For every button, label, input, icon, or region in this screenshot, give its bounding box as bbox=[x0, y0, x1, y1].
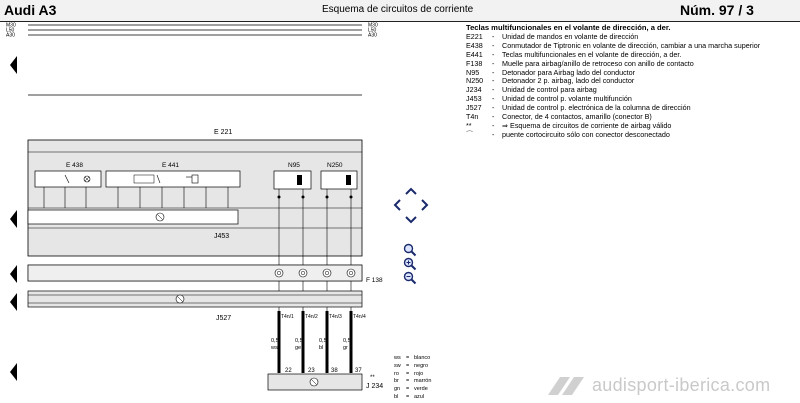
page-title: Esquema de circuitos de corriente bbox=[322, 4, 474, 15]
legend-dash: - bbox=[492, 58, 495, 68]
color-abbr: bl bbox=[394, 393, 399, 400]
legend-code: E221 bbox=[466, 31, 483, 41]
color-name: rojo bbox=[414, 370, 424, 377]
wire-connector-3: T4n/3 bbox=[329, 314, 342, 320]
prev-section-arrow-4[interactable] bbox=[10, 293, 18, 311]
pan-control-icon bbox=[392, 186, 432, 226]
power-rails bbox=[6, 23, 378, 96]
color-name: blanco bbox=[414, 355, 431, 361]
page-header bbox=[0, 0, 800, 22]
legend-code: ** bbox=[466, 120, 472, 130]
legend-text: Detonador para Airbag lado del conductor bbox=[502, 67, 636, 77]
legend-code: T4n bbox=[466, 112, 479, 122]
n250-label: N250 bbox=[327, 162, 343, 169]
wire-gauge-1: 0,5 bbox=[271, 338, 279, 344]
e221-label: E 221 bbox=[214, 129, 233, 136]
legend-dash: - bbox=[492, 40, 495, 50]
zoom-out-icon[interactable] bbox=[403, 271, 417, 285]
diagram-number: Núm. 97 / 3 bbox=[680, 2, 754, 18]
color-name: negro bbox=[414, 362, 429, 369]
j234-unit bbox=[268, 374, 383, 390]
pan-up-icon[interactable] bbox=[406, 189, 416, 194]
rail-label-m30: M30 bbox=[6, 22, 16, 29]
zoom-in-icon[interactable] bbox=[403, 257, 417, 271]
wire-color-4: gr bbox=[343, 345, 348, 351]
wire-pin-1: 22 bbox=[285, 368, 292, 374]
legend-item bbox=[466, 131, 796, 140]
f138-clock-spring bbox=[28, 265, 383, 284]
legend-dash: - bbox=[492, 120, 495, 130]
color-key-item bbox=[394, 355, 431, 363]
legend-code: E441 bbox=[466, 49, 483, 59]
legend-dash: - bbox=[492, 103, 495, 113]
legend-text: Unidad de mandos en volante de dirección bbox=[502, 31, 639, 41]
wire-pin-2: 23 bbox=[308, 368, 315, 374]
legend-code: ⌒ bbox=[466, 129, 474, 139]
wire-color-3: bl bbox=[319, 345, 324, 351]
wire-gauges bbox=[271, 338, 351, 344]
j527-label: J527 bbox=[216, 315, 232, 322]
legend-text: Unidad de control p. electrónica de la columna de dirección bbox=[502, 103, 691, 113]
legend-text: Teclas multifuncionales en el volante de dirección, a der. bbox=[502, 49, 682, 59]
color-abbr: ws bbox=[394, 355, 401, 361]
legend-code: E438 bbox=[466, 40, 483, 50]
legend-code: N250 bbox=[466, 76, 484, 86]
prev-section-arrow-5[interactable] bbox=[10, 363, 18, 381]
prev-section-arrow-1[interactable] bbox=[10, 56, 18, 74]
legend-text: Conmutador de Tiptronic en volante de dirección, cambiar a una marcha superior bbox=[502, 40, 761, 50]
zoom-icon[interactable] bbox=[403, 243, 417, 257]
color-equals: = bbox=[406, 370, 410, 377]
prev-section-arrow-2[interactable] bbox=[10, 210, 18, 228]
wire-color-1: ws bbox=[271, 345, 278, 351]
j453-label: J453 bbox=[214, 233, 230, 240]
vehicle-model: Audi A3 bbox=[4, 2, 57, 18]
watermark-logo-icon bbox=[548, 377, 588, 395]
watermark-text: audisport-iberica.com bbox=[592, 375, 771, 395]
color-equals: = bbox=[406, 355, 410, 361]
legend-code: J234 bbox=[466, 85, 482, 95]
wire-connector-1: T4n/1 bbox=[281, 314, 294, 320]
rail-label-m30-right: M30 bbox=[368, 22, 378, 29]
color-equals: = bbox=[406, 378, 410, 385]
wire-connector-4: T4n/4 bbox=[353, 314, 366, 320]
rail-label-l50: L50 bbox=[6, 27, 15, 34]
legend-text: Unidad de control p. volante multifunción bbox=[502, 94, 632, 104]
pan-right-icon[interactable] bbox=[422, 200, 427, 210]
legend-text: Detonador 2 p. airbag, lado del conductor bbox=[502, 76, 635, 86]
wire-color-2: ge bbox=[295, 345, 302, 351]
color-name: marrón bbox=[414, 378, 432, 385]
prev-section-arrow-3[interactable] bbox=[10, 265, 18, 283]
legend-text: puente cortocircuito sólo con conector desconectado bbox=[502, 129, 670, 139]
e438-label: E 438 bbox=[66, 162, 83, 169]
wire-colors bbox=[270, 345, 348, 351]
legend-dash: - bbox=[492, 129, 495, 139]
wire-gauge-2: 0,5 bbox=[295, 338, 303, 344]
color-key-item bbox=[394, 363, 431, 371]
color-equals: = bbox=[406, 393, 410, 400]
e441-label: E 441 bbox=[162, 162, 179, 169]
color-equals: = bbox=[406, 386, 410, 393]
color-name: azul bbox=[414, 393, 425, 400]
color-abbr: br bbox=[394, 378, 399, 385]
legend-text: Unidad de control para airbag bbox=[502, 85, 597, 95]
color-key-item bbox=[394, 371, 431, 379]
wire-connector-2: T4n/2 bbox=[305, 314, 318, 320]
wire-color-key bbox=[394, 355, 431, 402]
wire-gauge-4: 0,5 bbox=[343, 338, 351, 344]
color-abbr: ro bbox=[394, 370, 399, 377]
wire-pin-4: 37 bbox=[355, 368, 362, 374]
j234-label: J 234 bbox=[366, 383, 384, 390]
color-key-item bbox=[394, 394, 431, 402]
legend-code: J453 bbox=[466, 94, 482, 104]
legend-dash: - bbox=[492, 76, 495, 86]
pan-left-icon[interactable] bbox=[395, 200, 400, 210]
legend-dash: - bbox=[492, 49, 495, 59]
pan-down-icon[interactable] bbox=[406, 217, 416, 222]
rail-label-l50-right: L50 bbox=[368, 27, 377, 34]
legend-code: J527 bbox=[466, 103, 482, 113]
n95-label: N95 bbox=[288, 162, 300, 169]
legend-code: F138 bbox=[466, 58, 483, 68]
legend-text: Conector, de 4 contactos, amarillo (conector B) bbox=[502, 112, 652, 122]
legend-text: Muelle para airbag/anillo de retroceso con anillo de contacto bbox=[502, 58, 694, 68]
color-abbr: gn bbox=[394, 386, 401, 393]
wire-gauge-3: 0,5 bbox=[319, 338, 327, 344]
f138-label: F 138 bbox=[366, 277, 383, 284]
rail-label-a30: A30 bbox=[6, 32, 15, 39]
j234-note-mark: ** bbox=[370, 375, 375, 381]
color-key-item bbox=[394, 386, 431, 394]
connector-labels bbox=[281, 314, 366, 320]
rail-label-a30-right: A30 bbox=[368, 32, 377, 39]
color-key-item bbox=[394, 378, 431, 386]
wire-pin-3: 38 bbox=[331, 368, 338, 374]
legend-dash: - bbox=[492, 67, 495, 77]
legend-text: ⇒ Esquema de circuitos de corriente de airbag válido bbox=[502, 120, 672, 130]
legend-title: Teclas multifuncionales en el volante de dirección, a der. bbox=[466, 23, 671, 32]
e221-unit bbox=[28, 129, 362, 256]
legend-dash: - bbox=[492, 112, 495, 122]
color-abbr: sw bbox=[394, 362, 401, 369]
legend-code: N95 bbox=[466, 67, 480, 77]
color-equals: = bbox=[406, 362, 410, 369]
legend-dash: - bbox=[492, 94, 495, 104]
legend-dash: - bbox=[492, 85, 495, 95]
wire-bundles bbox=[279, 311, 351, 373]
component-legend bbox=[466, 24, 796, 140]
legend-dash: - bbox=[492, 31, 495, 41]
color-name: verde bbox=[414, 386, 428, 393]
site-watermark bbox=[548, 375, 770, 396]
